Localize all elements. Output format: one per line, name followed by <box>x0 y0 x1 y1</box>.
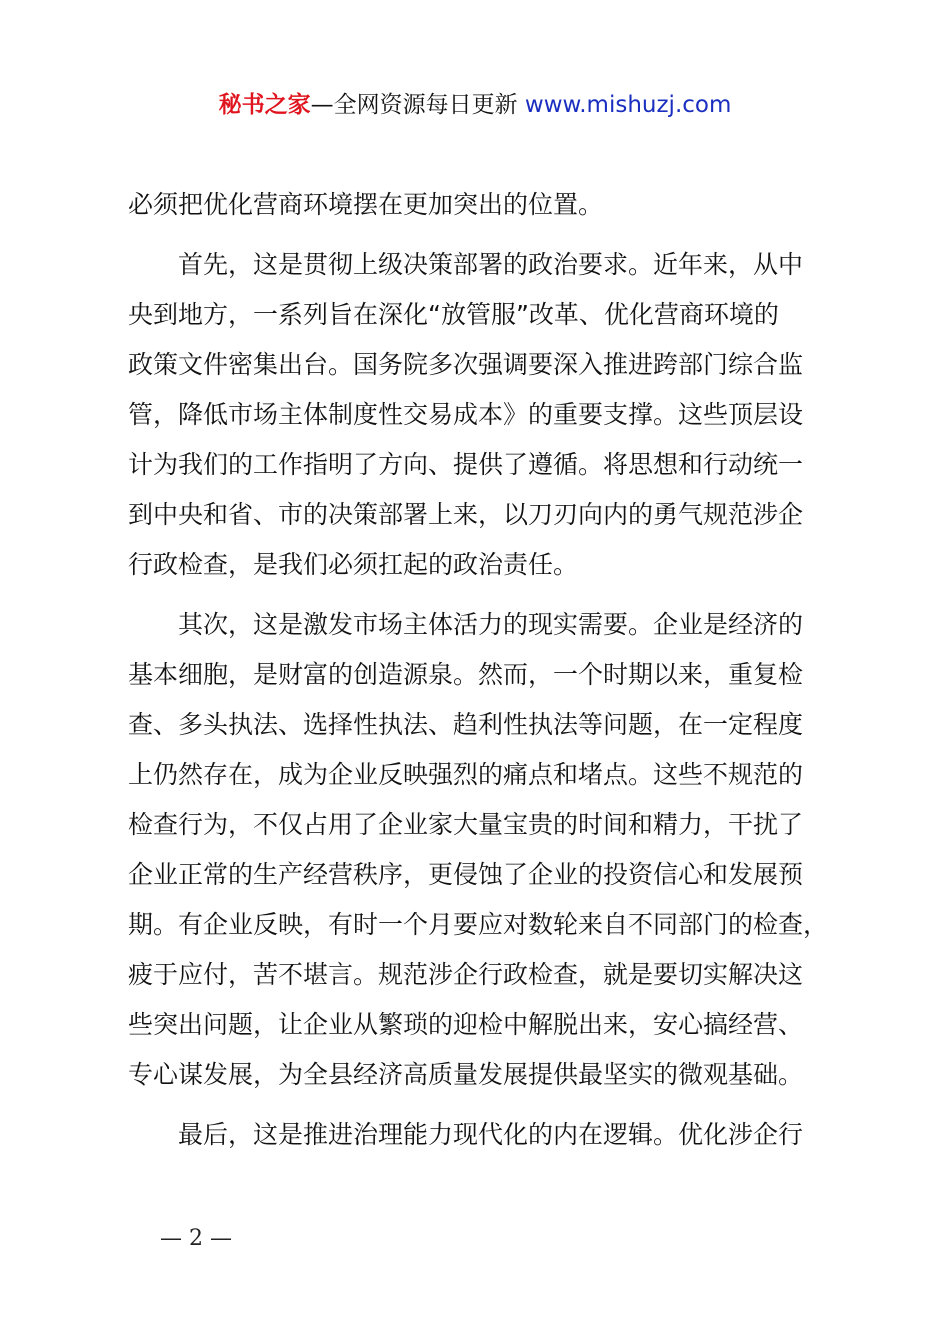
site-url-link[interactable]: www.mishuzj.com <box>524 92 732 118</box>
text-line: 期。有企业反映，有时一个月要应对数轮来自不同部门的检查， <box>128 910 829 939</box>
paragraph <box>128 240 828 590</box>
paragraph <box>128 180 828 230</box>
text-line: 央到地方，一系列旨在深化“放管服”改革、优化营商环境的 <box>128 300 779 329</box>
paragraph <box>128 1110 828 1160</box>
text-line: 到中央和省、市的决策部署上来，以刀刃向内的勇气规范涉企 <box>128 500 804 529</box>
page-number: — 2 — <box>160 1226 232 1251</box>
text-line: 检查行为，不仅占用了企业家大量宝贵的时间和精力，干扰了 <box>128 810 804 839</box>
text-line: 管，降低市场主体制度性交易成本》的重要支撑。这些顶层设 <box>128 400 804 429</box>
header-tagline: —全网资源每日更新 <box>310 92 518 118</box>
text-line: 疲于应付，苦不堪言。规范涉企行政检查，就是要切实解决这 <box>128 960 804 989</box>
text-line: 其次，这是激发市场主体活力的现实需要。企业是经济的 <box>178 610 804 639</box>
text-line: 必须把优化营商环境摆在更加突出的位置。 <box>128 190 604 219</box>
text-line: 最后，这是推进治理能力现代化的内在逻辑。优化涉企行 <box>178 1120 804 1149</box>
text-line: 专心谋发展，为全县经济高质量发展提供最坚实的微观基础。 <box>128 1060 804 1089</box>
text-line: 基本细胞，是财富的创造源泉。然而，一个时期以来，重复检 <box>128 660 804 689</box>
text-line: 企业正常的生产经营秩序，更侵蚀了企业的投资信心和发展预 <box>128 860 804 889</box>
document-body <box>128 180 828 1160</box>
text-line: 政策文件密集出台。国务院多次强调要深入推进跨部门综合监 <box>128 350 804 379</box>
paragraph <box>128 600 828 1100</box>
text-line: 首先，这是贯彻上级决策部署的政治要求。近年来，从中 <box>178 250 804 279</box>
text-line: 上仍然存在，成为企业反映强烈的痛点和堵点。这些不规范的 <box>128 760 804 789</box>
text-line: 些突出问题，让企业从繁琐的迎检中解脱出来，安心搞经营、 <box>128 1010 804 1039</box>
text-line: 查、多头执法、选择性执法、趋利性执法等问题，在一定程度 <box>128 710 804 739</box>
site-header <box>0 88 950 122</box>
brand-name: 秘书之家 <box>218 92 311 118</box>
text-line: 行政检查，是我们必须扛起的政治责任。 <box>128 550 579 579</box>
text-line: 计为我们的工作指明了方向、提供了遵循。将思想和行动统一 <box>128 450 804 479</box>
